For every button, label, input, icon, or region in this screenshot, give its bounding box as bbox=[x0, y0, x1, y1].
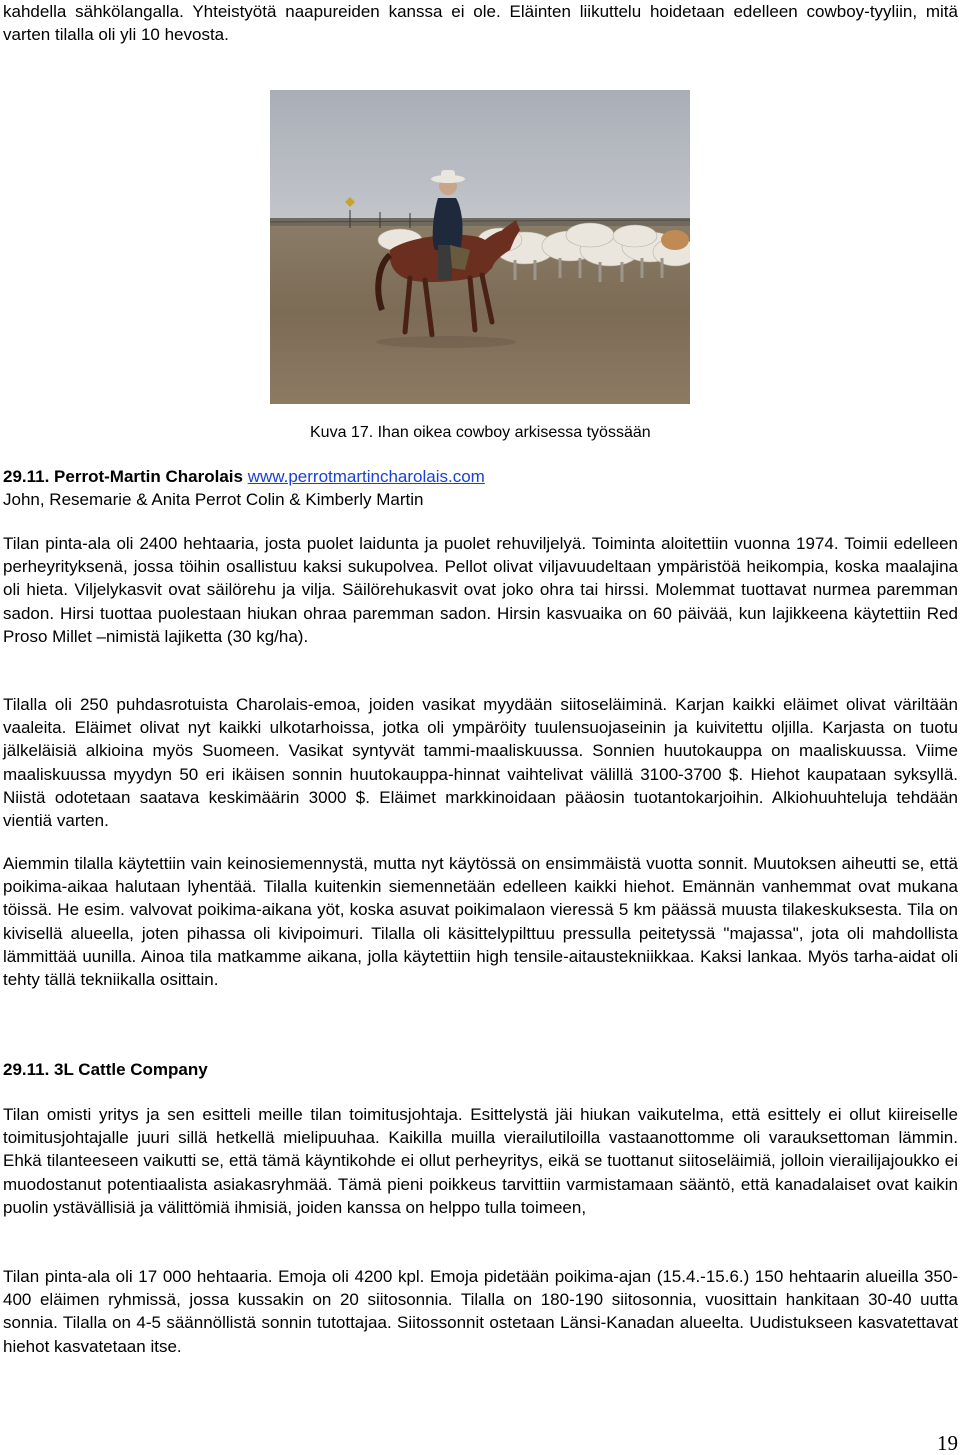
figure-caption: Kuva 17. Ihan oikea cowboy arkisessa työssään bbox=[310, 424, 651, 441]
website-link[interactable]: www.perrotmartincharolais.com bbox=[247, 467, 485, 486]
section-heading-text: 29.11. Perrot-Martin Charolais bbox=[3, 467, 243, 486]
section1-paragraph-1: Tilan pinta-ala oli 2400 hehtaaria, josta puolet laidunta ja puolet rehuviljelyä. Toiminta aloitettiin vuonna 1974. Toimii edelleen perheyrityksenä, jossa töihin osallistuu kaksi sukupolvea. Pellot olivat viljavuudeltaan ympäristöä heikompia, koska maalajina oli hieta. Viljelykasvit ovat säilörehu ja vilja. Säilörehukasvit ovat joko ohra tai hirssi. Molemmat tuottavat nurmea paremman sadon. Hirsi tuottaa puolestaan hiukan ohraa paremman sadon. Hirsin kasvuaika on 60 päivää, kun lajikkeena käytettiin Red Proso Millet –nimistä lajiketta (30 kg/ha). bbox=[3, 534, 958, 646]
section-heading-perrot-martin bbox=[3, 465, 485, 488]
cowboy-photo bbox=[270, 90, 690, 404]
section2-paragraph-2: Tilan pinta-ala oli 17 000 hehtaaria. Emoja oli 4200 kpl. Emoja pidetään poikima-ajan (15.4.-15.6.) 150 hehtaarin alueilla 350-400 eläimen ryhmissä, jossa kussakin on 20 siitosonnia. Tilalla on 180-190 siitosonnia, vuosittain hankitaan 30-40 uutta sonnia. Tilalla on 4-5 säännöllistä sonnin tutottajaa. Siitossonnit ostetaan Länsi-Kanadan alueelta. Uudistukseen kasvatettavat hiehot kasvatetaan itse. bbox=[3, 1267, 958, 1356]
section1-paragraph-2: Tilalla oli 250 puhdasrotuista Charolais-emoa, joiden vasikat myydään siitoseläiminä. Karjan kaikki eläimet olivat väriltään vaaleita. Eläimet olivat nyt kaikki ulkotarhoissa, jotka oli ympäröity tuulensuojaseinin ja kuivitettu oljilla. Karjasta on tuotu jälkeläisiä alkioina myös Suomeen. Vasikat syntyvät tammi-maaliskuussa. Sonnien huutokauppa on maaliskuussa. Viime maaliskuussa myydyn 50 eri ikäisen sonnin huutokauppa-hinnat vaihtelivat välillä 3100-3700 $. Hiehot kaupataan syksyllä. Niistä odotetaan saatava keskimäärin 3000 $. Eläimet markkinoidaan pääosin tuotantokarjoihin. Alkiohuuhteluja tehdään vientiä varten. bbox=[3, 695, 958, 831]
section1-paragraph-3: Aiemmin tilalla käytettiin vain keinosiemennystä, mutta nyt käytössä on ensimmäistä vuotta sonnit. Muutoksen aiheutti se, että poikima-aikaa halutaan lyhentää. Tilalla kuitenkin siemennetään edelleen kaikki hiehot. Emännän vanhemmat ovat mukana töissä. He esim. valvovat poikima-aikana yöt, koska asuvat poikimalaon vieressä 5 km päässä muusta tilakeskuksesta. Tila on kivisellä alueella, joten pihassa oli kivipoimuri. Tilalla oli käsittelypilttuu pressulla peitetyssä "majassa", jota oli mahdollista lämmittää uunilla. Ainoa tila matkamme aikana, jolla käytettiin high tensile-aitaustekniikkaa. Kaksi lankaa. Myös tarha-aidat oli tehty tällä tekniikalla osittain. bbox=[3, 854, 958, 990]
page-number: 19 bbox=[937, 1431, 958, 1455]
intro-paragraph: kahdella sähkölangalla. Yhteistyötä naapureiden kanssa ei ole. Eläinten liikuttelu hoidetaan edelleen cowboy-tyyliin, mitä varten tilalla oli yli 10 hevosta. bbox=[3, 2, 958, 45]
owner-names: John, Resemarie & Anita Perrot Colin & Kimberly Martin bbox=[3, 490, 424, 509]
section-heading-3l-cattle: 29.11. 3L Cattle Company bbox=[3, 1060, 208, 1079]
section2-paragraph-1: Tilan omisti yritys ja sen esitteli meille tilan toimitusjohtaja. Esittelystä jäi hiukan vaikutelma, että esittely ei ollut kiireiselle toimitusjohtajalle juuri sillä hetkellä mielipuuhaa. Kaikilla muilla vierailutiloilla vastaanottomme oli varauksettoman lämmin. Ehkä tilanteeseen vaikutti se, että tämä käyntikohde ei ollut perheyritys, eikä se tuottanut siitoseläimiä, jolloin vierailijajoukko ei muodostanut potentiaalista asiakasryhmää. Tämä pieni poikkeus tarvittiin varmistamaan sääntö, että kanadalaiset ovat kaikin puolin ystävällisiä ja välittömiä ihmisiä, joiden kanssa on helppo tulla toimeen, bbox=[3, 1105, 958, 1217]
